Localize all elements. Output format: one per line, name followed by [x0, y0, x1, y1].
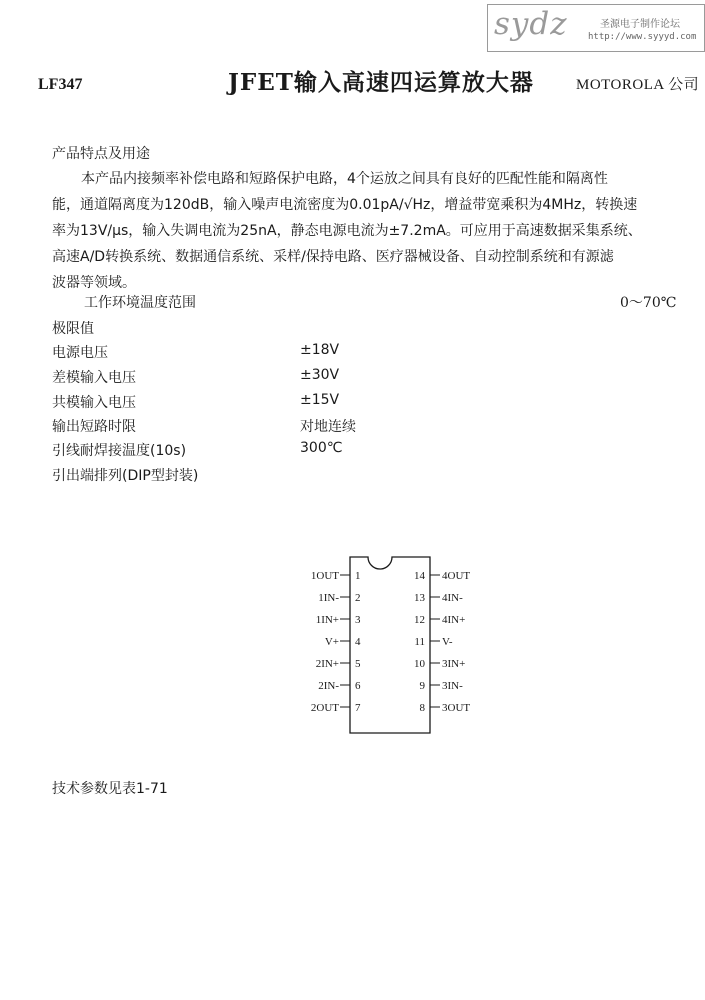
- limit-value: ±18V: [300, 342, 340, 358]
- pin-number: 13: [414, 592, 425, 604]
- pin-number: 7: [355, 702, 361, 714]
- features-paragraph: [52, 166, 705, 296]
- pin-number: 3: [355, 614, 361, 626]
- pin-name-label: 2OUT: [310, 702, 339, 714]
- pin-name-label: 4IN-: [442, 592, 463, 604]
- pin-name-label: V+: [324, 636, 339, 648]
- limit-value: 300℃: [300, 440, 343, 456]
- pin-number: 9: [419, 680, 425, 692]
- limit-value: ±30V: [300, 367, 340, 383]
- temperature-label: 工作环境温度范围: [84, 295, 196, 311]
- pin-number: 6: [355, 680, 361, 692]
- watermark-logo: sydz: [494, 6, 568, 42]
- left-pins: [311, 570, 361, 714]
- company-name: MOTOROLA 公司: [576, 77, 700, 93]
- pin-name-label: 3IN+: [442, 658, 466, 670]
- limits-heading: 极限值: [52, 321, 94, 337]
- limit-label: 共模输入电压: [52, 395, 136, 411]
- pin-name-label: 3IN-: [442, 680, 463, 692]
- pin-number: 4: [355, 636, 361, 648]
- dip-package-svg: [300, 555, 480, 735]
- pin-number: 1: [355, 570, 361, 582]
- pin-number: 12: [414, 614, 425, 626]
- pin-name-label: 1IN-: [318, 592, 339, 604]
- dip-package-diagram: [300, 555, 480, 735]
- watermark-site-name: 圣源电子制作论坛: [600, 19, 680, 30]
- watermark-url: http://www.syyyd.com: [588, 32, 697, 42]
- pin-number: 2: [355, 592, 361, 604]
- limit-label: 差模输入电压: [52, 370, 136, 386]
- pin-name-label: 1IN+: [315, 614, 339, 626]
- pin-number: 8: [419, 702, 425, 714]
- limit-label: 电源电压: [52, 345, 108, 361]
- pin-number: 14: [414, 570, 425, 582]
- limit-label: 输出短路时限: [52, 419, 136, 435]
- pin-number: 11: [414, 636, 425, 648]
- pin-name-label: 2IN-: [318, 680, 339, 692]
- footer-note: 技术参数见表1-71: [52, 781, 168, 797]
- pin-name-label: 4OUT: [442, 570, 471, 582]
- pin-number: 5: [355, 658, 361, 670]
- limit-value: ±15V: [300, 392, 340, 408]
- pin-name-label: 3OUT: [442, 702, 471, 714]
- features-line: 本产品内接频率补偿电路和短路保护电路，4个运放之间具有良好的匹配性能和隔离性: [81, 171, 608, 187]
- watermark: [487, 4, 705, 52]
- pin-name-label: 1OUT: [310, 570, 339, 582]
- pin-number: 10: [414, 658, 425, 670]
- features-line: 波器等领域。: [52, 275, 136, 291]
- limit-label: 引线耐焊接温度(10s): [52, 443, 187, 459]
- temperature-value: 0～70℃: [620, 295, 677, 311]
- page-title: JFET输入高速四运算放大器: [228, 69, 534, 96]
- features-heading: 产品特点及用途: [52, 146, 150, 162]
- right-pins: [414, 570, 470, 714]
- features-line: 能，通道隔离度为120dB，输入噪声电流密度为0.01pA/√Hz，增益带宽乘积为4MHz，转换速: [52, 197, 638, 213]
- pin-name-label: 2IN+: [315, 658, 339, 670]
- features-line: 率为13V/μs，输入失调电流为25nA，静态电源电流为±7.2mA。可应用于高速数据采集系统、: [52, 223, 642, 239]
- model-number: LF347: [38, 76, 83, 93]
- pinout-heading: 引出端排列(DIP型封装): [52, 468, 199, 484]
- pin-name-label: 4IN+: [442, 614, 466, 626]
- limit-value: 对地连续: [300, 419, 356, 435]
- features-line: 高速A/D转换系统、数据通信系统、采样/保持电路、医疗器械设备、自动控制系统和有源滤: [52, 249, 614, 265]
- pin-name-label: V-: [442, 636, 453, 648]
